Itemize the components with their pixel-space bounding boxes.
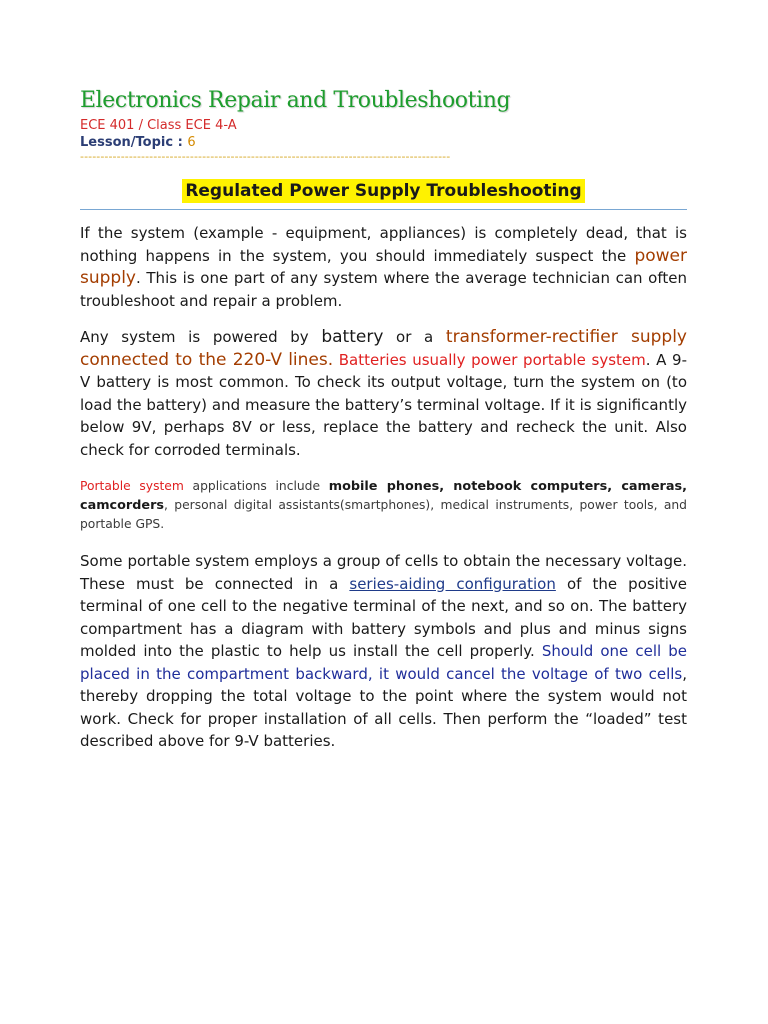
device-list: mobile phones, notebook computers, cameras, camcorders — [80, 479, 687, 513]
course-label: ECE 401 / Class ECE 4-A — [80, 118, 237, 133]
p2-text-4: . A 9-V battery is most common. To check its output voltage, turn the system on (to load the battery) and measure the battery’s terminal voltage. If it is significantly below 9V, perhaps 8V or less, replace the battery and recheck the unit. Also check for corroded terminals. — [80, 350, 687, 459]
paragraph-applications — [80, 477, 687, 534]
p3-text-2: , personal digital assistants(smartphones), medical instruments, power tools, and portable GPS. — [80, 498, 687, 531]
p1-text-1: If the system (example - equipment, appliances) is completely dead, that is nothing happens in the system, you should immediately suspect the — [80, 224, 687, 265]
backward-cell-warning: Should one cell be placed in the compartment backward, it would cancel the voltage of two cells — [80, 642, 687, 683]
paragraph-dead-system — [80, 222, 687, 312]
paragraph-battery — [80, 326, 687, 461]
p4-text-3: , thereby dropping the total voltage to the point where the system would not work. Check for proper installation of all cells. Then perform the “loaded” test described above for 9-V batteries. — [80, 664, 687, 750]
series-aiding-link[interactable]: series-aiding configuration — [349, 574, 556, 593]
document-title: Electronics Repair and Troubleshooting — [80, 88, 511, 113]
paragraph-cells — [80, 550, 687, 753]
section-heading-wrap — [80, 179, 687, 203]
lesson-label — [80, 134, 687, 151]
lesson-number: 6 — [187, 135, 196, 150]
portable-system-term: Portable system — [80, 479, 184, 493]
p2-text-2: or a — [383, 328, 446, 346]
p4-text-2: of the positive terminal of one cell to the negative terminal of the next, and so on. The battery compartment has a diagram with battery symbols and plus and minus signs molded into the plastic to help us install the cell properly. — [80, 574, 688, 660]
transformer-term: transformer-rectifier supply connected to the 220-V lines. — [80, 327, 687, 370]
section-heading: Regulated Power Supply Troubleshooting — [182, 179, 584, 203]
p1-text-2: . This is one part of any system where the average technician can often troubleshoot and repair a problem. — [80, 269, 687, 310]
heading-divider — [80, 209, 687, 210]
lesson-label-text: Lesson/Topic : — [80, 135, 188, 150]
battery-term: battery — [321, 327, 384, 347]
p2-text-1: Any system is powered by — [80, 328, 322, 346]
document-page — [80, 86, 687, 753]
p3-text-1: applications include — [183, 479, 329, 493]
power-supply-term: power supply — [80, 245, 687, 288]
dashed-divider: ------------------------------------------------------------------------------------------- — [80, 151, 451, 163]
p4-text-1: Some portable system employs a group of cells to obtain the necessary voltage. These must be connected in a — [80, 552, 687, 593]
batteries-note: Batteries usually power portable system — [338, 350, 646, 369]
